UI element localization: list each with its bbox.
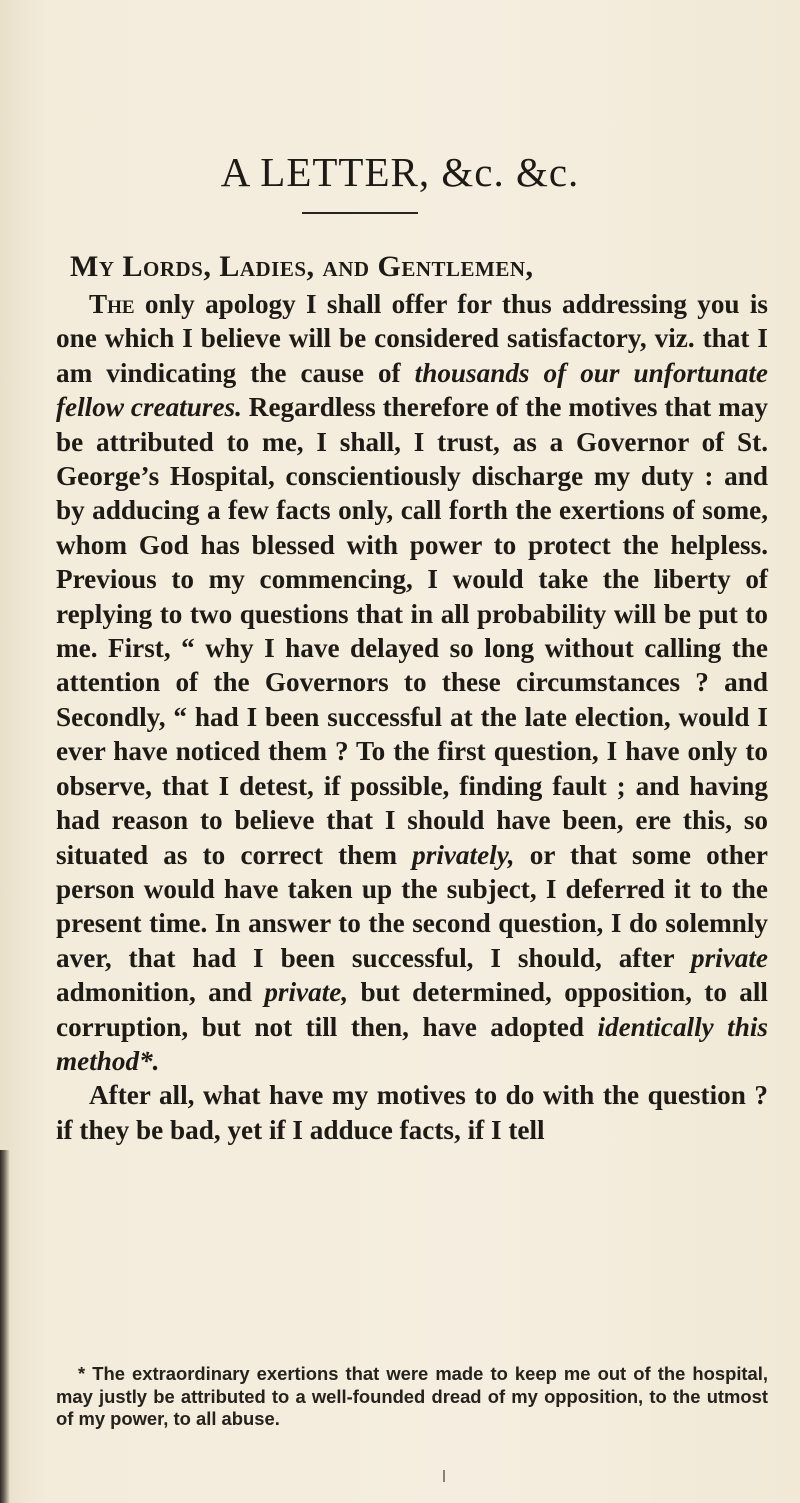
paragraph-1-emphasis-d: private,	[264, 977, 349, 1008]
paragraph-1-text-c: or that some other person would have taken up the subject, I deferred it to the present time. In answer to the second question, I do solemnly aver, that had I been successful, I should, after	[56, 839, 768, 973]
salutation: My Lords, Ladies, and Gentlemen,	[70, 250, 534, 283]
paragraph-1-emphasis-e: identically this method*.	[56, 1011, 768, 1076]
folio-mark	[443, 1470, 445, 1482]
paragraph-1-emphasis-a: thousands of our unfortunate fellow creatures.	[56, 357, 769, 423]
letter-body	[56, 287, 768, 1147]
paragraph-1-emphasis-c: private	[690, 942, 768, 973]
paragraph-1-text-b: Regardless therefore of the motives that may be attributed to me, I shall, I trust, as a Governor of St. George’s Hospital, conscientiously discharge my duty : and by adducing a few facts only, call forth the exertions of some, whom God has blessed with power to protect the helpless. Previous to my commencing, I would take the liberty of replying to two questions that in all probability will be put to me. First, “ why I have delayed so long without calling the attention of the Governors to these circumstances ? and Secondly, “ had I been successful at the late election, would I ever have noticed them ? To the first question, I have only to observe, that I detest, if possible, finding fault ; and having had reason to believe that I should have been, ere this, so situated as to correct them	[56, 392, 768, 870]
paragraph-1-text-a: only apology I shall offer for thus addressing you is one which I believe will be considered satisfactory, viz. that I am vindicating the cause of	[56, 289, 768, 388]
footnote: * The extraordinary exertions that were made to keep me out of the hospital, may justly be attributed to a well-founded dread of my opposition, to the utmost of my power, to all abuse.	[56, 1363, 768, 1429]
paragraph-1-text-d: admonition, and	[56, 977, 265, 1008]
paragraph-1	[56, 287, 768, 1078]
page-title: A LETTER, &c. &c.	[220, 149, 580, 195]
page-edge-shadow	[0, 1150, 10, 1503]
paragraph-1-text-e: but determined, opposition, to all corruption, but not till then, have adopted	[56, 977, 768, 1042]
lead-word: The	[89, 289, 135, 319]
paragraph-1-emphasis-b: privately,	[412, 839, 515, 870]
paragraph-2: After all, what have my motives to do with the question ? if they be bad, yet if I adduce facts, if I tell	[56, 1080, 768, 1145]
title-rule	[302, 212, 418, 214]
